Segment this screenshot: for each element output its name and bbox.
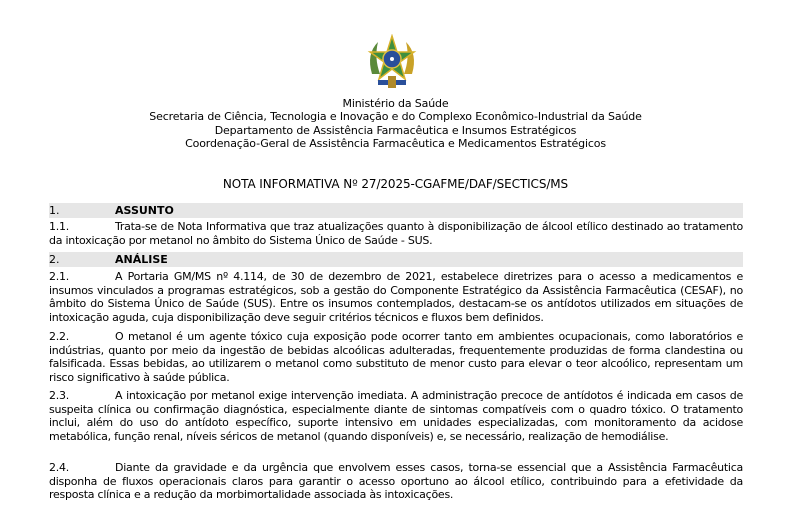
paragraph-number: 2.1. [49, 270, 69, 283]
section-number: 2. [49, 253, 60, 266]
paragraph-text: Diante da gravidade e da urgência que envolvem esses casos, torna-se essencial que a Assistência Farmacêutica disponha de fluxos operacionais claros para garantir o acesso oportuno ao álcool etílico, contribuindo para a efetividade da resposta clínica e a redução da morbimortalidade associada às intoxicações. [49, 461, 743, 502]
paragraph-number: 1.1. [49, 220, 69, 233]
section-heading-assunto [49, 203, 743, 218]
paragraph-text: O metanol é um agente tóxico cuja exposição pode ocorrer tanto em ambientes ocupacionais, como laboratórios e indústrias, quanto por meio da ingestão de bebidas alcoólicas adulteradas, frequentemente produzidas de forma clandestina ou falsificada. Essas bebidas, ao utilizarem o metanol como substituto de menor custo para elevar o teor alcoólico, representam um risco significativo à saúde pública. [49, 330, 743, 384]
paragraph-number: 2.4. [49, 461, 69, 474]
section-number: 1. [49, 204, 60, 217]
paragraph-text: A Portaria GM/MS nº 4.114, de 30 de dezembro de 2021, estabelece diretrizes para o acesso a medicamentos e insumos vinculados a programas estratégicos, sob a gestão do Componente Estratégico da Assistência Farmacêutica (CESAF), no âmbito do Sistema Único de Saúde (SUS). Entre os insumos contemplados, destacam-se os antídotos utilizados em situações de intoxicação aguda, cuja disponibilização deve seguir critérios técnicos e fluxos bem definidos. [49, 270, 743, 324]
section-title: ASSUNTO [115, 204, 174, 217]
header-line: Secretaria de Ciência, Tecnologia e Inovação e do Complexo Econômico-Industrial da Saúde [149, 110, 642, 124]
paragraph-number: 2.3. [49, 389, 69, 402]
paragraph-2-4 [49, 461, 743, 502]
header-line: Coordenação-Geral de Assistência Farmacêutica e Medicamentos Estratégicos [185, 137, 606, 151]
header-line: Departamento de Assistência Farmacêutica e Insumos Estratégicos [214, 123, 577, 137]
paragraph-text: A intoxicação por metanol exige intervenção imediata. A administração precoce de antídotos é indicada em casos de suspeita clínica ou confirmação diagnóstica, especialmente diante de sintomas compatíveis com o quadro tóxico. O tratamento inclui, além do uso do antídoto específico, suporte intensivo em unidades especializadas, com monitoramento da acidose metabólica, função renal, níveis séricos de metanol (quando disponíveis) e, se necessário, realização de hemodiálise. [49, 389, 743, 443]
paragraph-2-3 [49, 389, 743, 443]
coat-of-arms-icon [364, 34, 420, 92]
section-title: ANÁLISE [115, 253, 168, 266]
paragraph-1-1 [49, 220, 743, 247]
paragraph-2-2 [49, 330, 743, 384]
header-line: Ministério da Saúde [342, 97, 449, 110]
paragraph-number: 2.2. [49, 330, 69, 343]
paragraph-2-1 [49, 270, 743, 324]
header-organization [0, 97, 791, 151]
paragraph-text: Trata-se de Nota Informativa que traz atualizações quanto à disponibilização de álcool etílico destinado ao tratamento da intoxicação por metanol no âmbito do Sistema Único de Saúde - SUS. [49, 220, 743, 247]
section-heading-analise [49, 252, 743, 267]
document-title: NOTA INFORMATIVA Nº 27/2025-CGAFME/DAF/SECTICS/MS [222, 177, 569, 191]
